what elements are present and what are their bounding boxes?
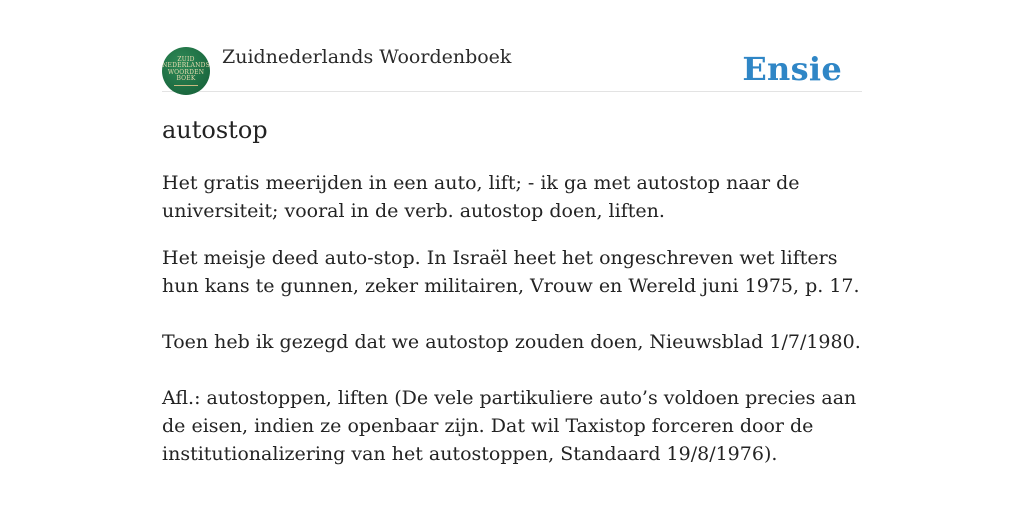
header <box>162 44 862 92</box>
example-quote-1: Het meisje deed auto-stop. In Israël heet het ongeschreven wet lifters hun kans te gunnen, zeker militairen, Vrouw en Wereld juni 1975, p. 17. <box>162 247 860 297</box>
dictionary-name-link[interactable]: Zuidnederlands Woordenboek <box>222 46 512 68</box>
dictionary-logo[interactable] <box>162 47 210 95</box>
logo-line-4: BOEK <box>176 75 196 82</box>
logo-line-1: ZUID <box>177 55 195 63</box>
page-title: autostop <box>162 116 268 144</box>
definition-text: Het gratis meerijden in een auto, lift; - ik ga met autostop naar de universiteit; vooral in de verb. autostop doen, liften. <box>162 172 800 222</box>
logo-line-2: NEDERLANDS <box>162 62 210 69</box>
example-quote-2: Toen heb ik gezegd dat we autostop zouden doen, Nieuwsblad 1/7/1980. <box>162 331 861 353</box>
entry-card <box>162 44 862 468</box>
derivation-text: Afl.: autostoppen, liften (De vele partikuliere auto’s voldoen precies aan de eisen, indien ze openbaar zijn. Dat wil Taxistop forceren door de institutionalizering van het autostoppen, Standaard 19/8/1976). <box>162 387 857 465</box>
logo-line-3: WOORDEN <box>167 68 205 76</box>
logo-rule <box>174 85 198 86</box>
ensie-brand-logo[interactable]: Ensie <box>742 50 842 88</box>
